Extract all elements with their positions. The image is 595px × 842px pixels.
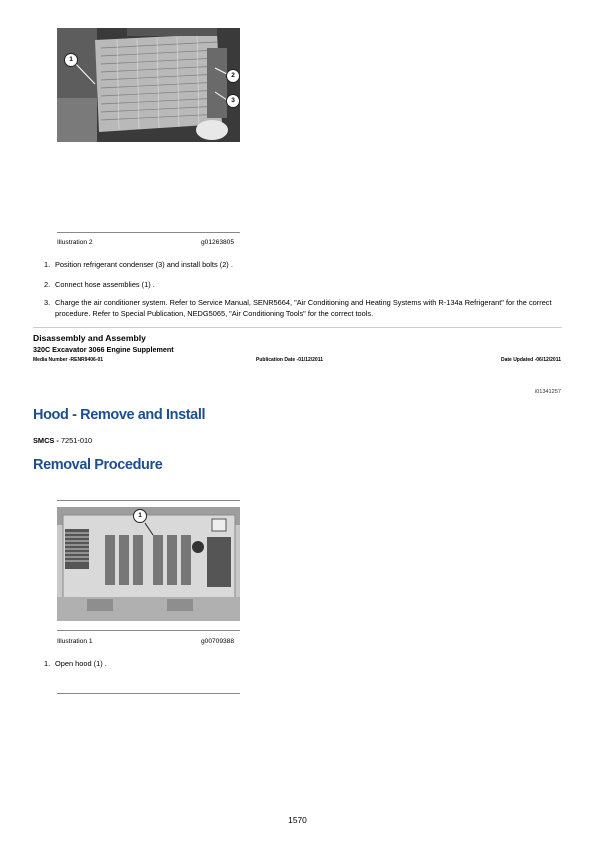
step-number: 1. — [44, 659, 51, 668]
smcs-line — [33, 436, 92, 445]
illustration-id: g00709388 — [201, 638, 235, 645]
condenser-photo — [57, 28, 240, 142]
smcs-label: SMCS - — [33, 436, 59, 445]
callout-1: 1 — [133, 509, 147, 523]
step-number: 2. — [44, 280, 51, 289]
step-text: Position refrigerant condenser (3) and install bolts (2) . — [55, 260, 233, 269]
smcs-value: 7251-010 — [60, 436, 93, 445]
page-number: 1570 — [288, 815, 307, 825]
callout-2: 2 — [226, 69, 240, 83]
figure-top-rule — [57, 693, 240, 694]
document-subtitle: 320C Excavator 3066 Engine Supplement — [33, 345, 174, 354]
step-text: Charge the air conditioner system. Refer to Service Manual, SENR5664, "Air Conditioning and Heating Systems with R-134a Refrigerant" for the correct procedure. Refer to Special Publication, NEDG5065, "Air Conditioning Tools" for the correct tools. — [55, 298, 552, 318]
hood-photo — [57, 507, 240, 621]
illustration-label: Illustration 1 — [57, 638, 93, 645]
caption-rule — [57, 630, 240, 631]
callout-1: 1 — [64, 53, 78, 67]
figure-top-rule — [57, 500, 240, 501]
step-text: Open hood (1) . — [55, 659, 107, 668]
page-title: Hood - Remove and Install — [33, 407, 206, 423]
step-number: 3. — [44, 298, 51, 307]
section-heading: Removal Procedure — [33, 457, 163, 473]
step-number: 1. — [44, 260, 51, 269]
document-id: i01341257 — [534, 389, 561, 395]
section-divider — [33, 327, 562, 328]
condenser-illustration — [57, 28, 240, 142]
illustration-id: g01263805 — [201, 239, 235, 246]
publication-date: Publication Date -01/12/2011 — [256, 357, 323, 363]
caption-rule — [57, 232, 240, 233]
media-number: Media Number -RENR9406-01 — [33, 357, 104, 363]
illustration-label: Illustration 2 — [57, 239, 93, 246]
section-title: Disassembly and Assembly — [33, 333, 146, 343]
callout-3: 3 — [226, 94, 240, 108]
step-text: Connect hose assemblies (1) . — [55, 280, 155, 289]
date-updated: Date Updated -06/12/2011 — [500, 357, 561, 363]
hood-illustration — [57, 507, 240, 621]
